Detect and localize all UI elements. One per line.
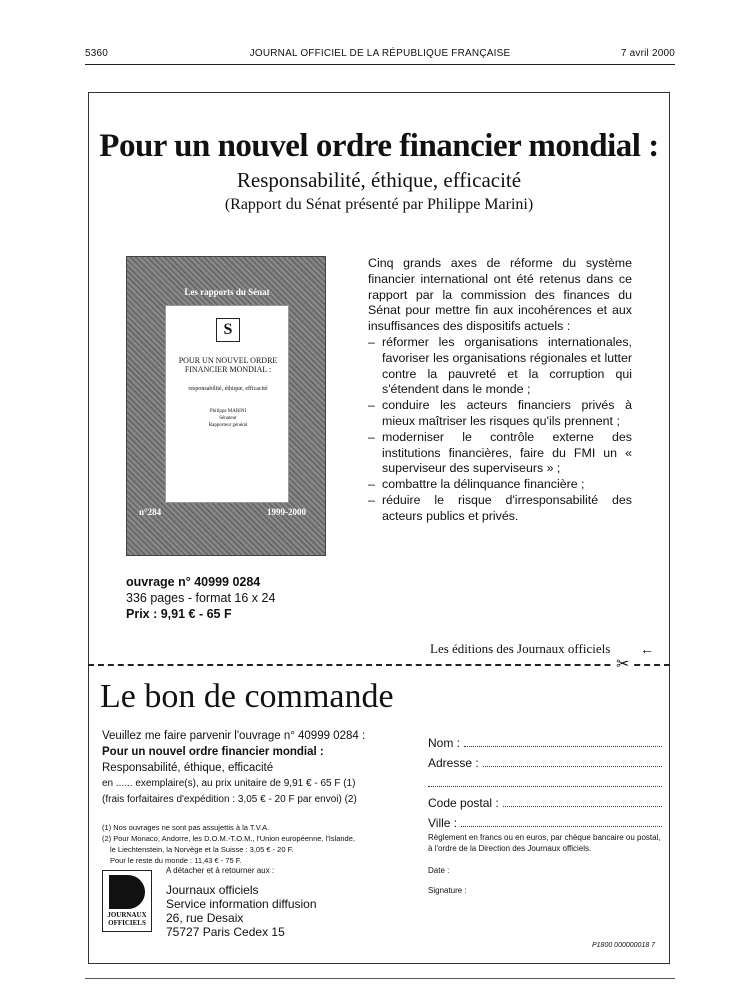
note-shipping-c: Pour le reste du monde : 11,43 € - 75 F. [110,856,242,865]
journal-title: JOURNAL OFFICIEL DE LA RÉPUBLIQUE FRANÇAISE [249,48,511,59]
order-shipping-line: (frais forfaitaires d'expédition : 3,05 € - 20 F par envoi) (2) [102,794,357,805]
payment-terms: Règlement en francs ou en euros, par chèque bancaire ou postal, à l'ordre de la Direction des Journaux officiels. [428,833,661,853]
journaux-officiels-logo [102,870,152,932]
cover-panel [165,305,289,503]
ouvrage-ref: ouvrage n° 40999 0284 [126,575,261,589]
scissors-icon: ✂ [616,656,630,673]
address-line: 75727 Paris Cedex 15 [166,925,285,939]
ad-byline: (Rapport du Sénat présenté par Philippe Marini) [224,196,534,213]
ville-input[interactable] [461,816,662,827]
cover-author-role: Sénateur [219,416,237,421]
nom-field[interactable] [428,730,662,750]
cover-author-function: Rapporteur général [208,423,248,428]
ad-title: Pour un nouvel ordre financier mondial : [99,128,659,164]
note-shipping-a: (2) Pour Monaco, Andorre, les D.O.M.-T.O.M., l'Union européenne, l'Islande, [102,834,355,843]
ouvrage-info [126,574,275,622]
cover-number: n°284 [139,507,162,517]
cover-years: 1999-2000 [267,507,306,517]
list-item: – réduire le risque d'irresponsabilité des acteurs publics et privés. [368,493,632,525]
logo-text [103,911,151,927]
address-fields [428,730,662,830]
order-text [102,728,402,808]
book-cover [126,256,326,556]
editions-label: Les éditions des Journaux officiels [430,641,611,656]
list-item: – combattre la délinquance financière ; [368,477,632,493]
header-rule [85,64,675,65]
logo-mark-icon [109,875,145,909]
nom-label: Nom : [428,736,461,750]
note-shipping-b: le Liechtenstein, la Norvège et la Suisse : 3,05 € - 20 F. [110,845,294,854]
adresse-field[interactable] [428,750,662,770]
address-line: 26, rue Desaix [166,911,244,925]
list-item: – moderniser le contrôle externe des institutions financières, faire du FMI un « superviseur des superviseurs » ; [368,430,632,477]
order-form-heading: Le bon de commande [100,678,394,715]
description-intro: Cinq grands axes de réforme du système financier international ont été retenus dans ce rapport par la commission des finances du Sénat pour mettre fin aux incohérences et aux insuffisances des dispositifs actuels : [368,256,632,334]
return-address [166,883,317,939]
issue-date: 7 avril 2000 [620,48,675,59]
code-postal-field[interactable] [428,790,662,810]
logo-line-2: OFFICIELS [108,919,146,927]
cut-line [88,664,670,666]
date-field[interactable]: Date : [428,866,450,875]
reform-list [368,335,632,525]
senat-logo-icon: S [216,318,240,342]
nom-input[interactable] [464,736,662,747]
ville-field[interactable] [428,810,662,830]
ville-label: Ville : [428,816,458,830]
cover-subtitle: responsabilité, éthique, efficacité [188,386,268,392]
adresse-input[interactable] [483,756,662,767]
arrow-left-icon: ← [640,641,654,657]
reference-code: P1800 000000018 7 [592,942,656,949]
adresse-field-2[interactable] [428,770,662,790]
ouvrage-price: Prix : 9,91 € - 65 F [126,607,232,621]
order-quantity-line[interactable]: en ...... exemplaire(s), au prix unitaire de 9,91 € - 65 F (1) [102,778,356,789]
order-line: Veuillez me faire parvenir l'ouvrage n° 40999 0284 : [102,730,366,742]
ad-subtitle: Responsabilité, éthique, efficacité [236,168,522,192]
order-book-title: Pour un nouvel ordre financier mondial : [102,746,324,758]
adresse-input-2[interactable] [428,776,662,787]
page-number: 5360 [85,48,109,59]
detach-instruction: A détacher et à retourner aux : [166,866,275,875]
address-line: Service information diffusion [166,897,317,911]
description [368,256,632,525]
signature-field[interactable]: Signature : [428,886,467,895]
list-item: – réformer les organisations internationales, favoriser les organisations régionales et lutter contre la pauvreté et la corruption qui s'étendent dans le monde ; [368,335,632,398]
code-postal-input[interactable] [503,796,662,807]
order-book-subtitle: Responsabilité, éthique, efficacité [102,762,274,774]
order-notes [102,822,402,866]
address-line: Journaux officiels [166,883,259,897]
cover-title: POUR UN NOUVEL ORDRE FINANCIER MONDIAL : [178,356,278,374]
cover-series: Les rapports du Sénat [184,287,270,297]
logo-line-1: JOURNAUX [107,911,147,919]
note-vat: (1) Nos ouvrages ne sont pas assujettis à la T.V.A. [102,823,270,832]
adresse-label: Adresse : [428,756,479,770]
list-item: – conduire les acteurs financiers privés à mieux maîtriser les risques qu'ils prennent ; [368,398,632,430]
cover-author [170,408,286,429]
cover-author-name: Philippe MARINI [209,409,247,414]
code-postal-label: Code postal : [428,796,499,810]
ouvrage-pages: 336 pages - format 16 x 24 [126,591,276,605]
bottom-rule [85,978,675,979]
